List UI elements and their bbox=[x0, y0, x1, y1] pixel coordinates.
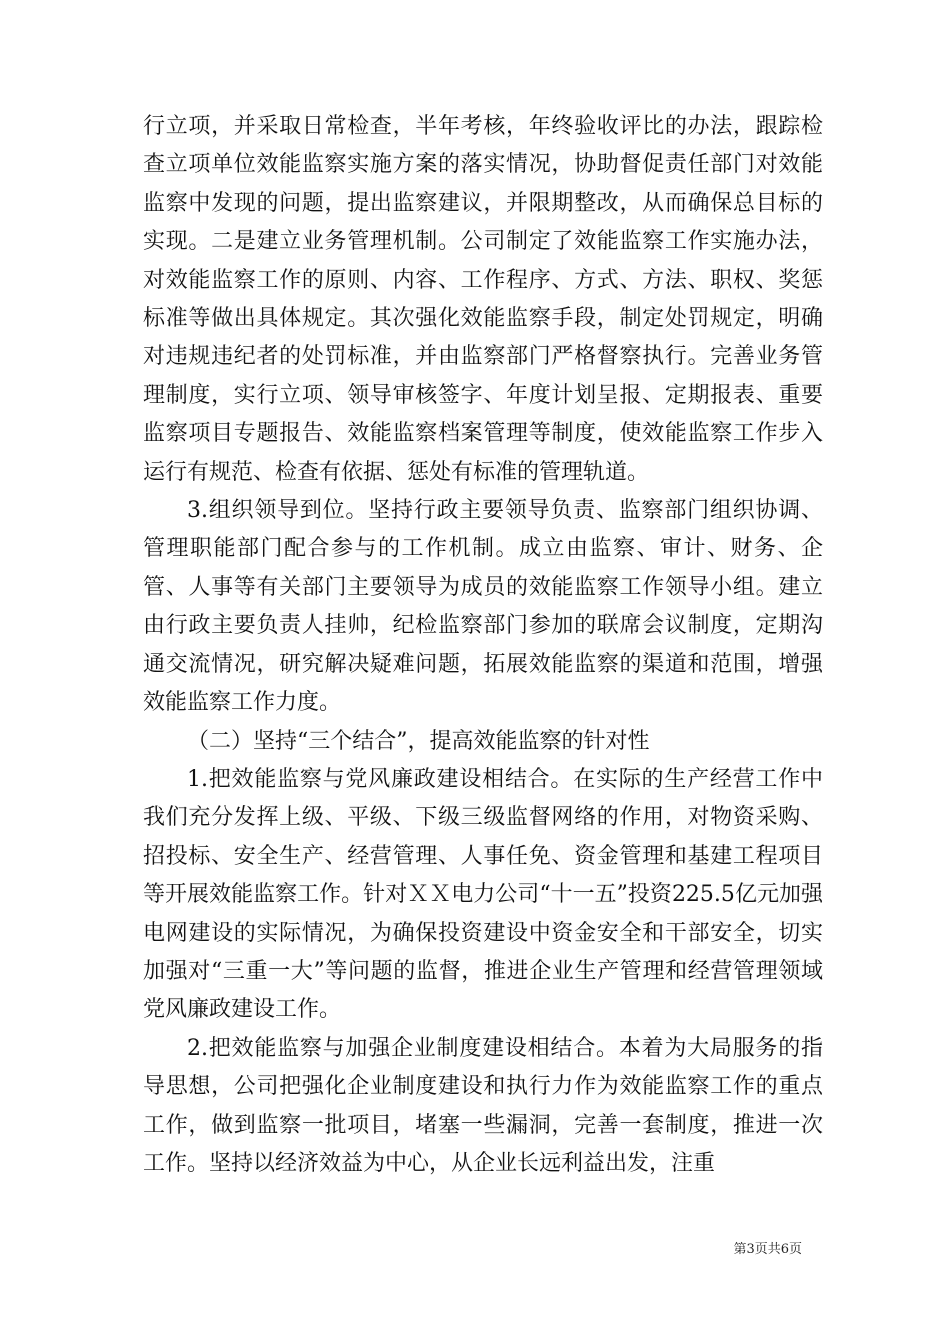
paragraph-continued: 行立项，并采取日常检查，半年考核，年终验收评比的办法，跟踪检查立项单位效能监察实施方案的落实情况，协助督促责任部门对效能监察中发现的问题，提出监察建议，并限期整改，从而确保总目标的实现。二是建立业务管理机制。公司制定了效能监察工作实施办法，对效能监察工作的原则、内容、工作程序、方式、方法、职权、奖惩标准等做出具体规定。其次强化效能监察手段，制定处罚规定，明确对违规违纪者的处罚标准，并由监察部门严格督察执行。完善业务管理制度，实行立项、领导审核签字、年度计划呈报、定期报表、重要监察项目专题报告、效能监察档案管理等制度，使效能监察工作步入运行有规范、检查有依据、惩处有标准的管理轨道。 bbox=[143, 114, 823, 485]
paragraph-section-3: 3.组织领导到位。坚持行政主要领导负责、监察部门组织协调、管理职能部门配合参与的工作机制。成立由监察、审计、财务、企管、人事等有关部门主要领导为成员的效能监察工作领导小组。建立由行政主要负责人挂帅，纪检监察部门参加的联席会议制度，定期沟通交流情况，研究解决疑难问题，拓展效能监察的渠道和范围，增强效能监察工作力度。 bbox=[143, 498, 823, 716]
paragraph-item-2: 2.把效能监察与加强企业制度建设相结合。本着为大局服务的指导思想，公司把强化企业制度建设和执行力作为效能监察工作的重点工作，做到监察一批项目，堵塞一些漏洞，完善一套制度，推进一次工作。坚持以经济效益为中心，从企业长远利益出发，注重 bbox=[143, 1035, 823, 1176]
section-heading: （二）坚持“三个结合”，提高效能监察的针对性 bbox=[187, 728, 650, 754]
body-text bbox=[143, 108, 823, 1183]
paragraph-item-1: 1.把效能监察与党风廉政建设相结合。在实际的生产经营工作中我们充分发挥上级、平级、下级三级监督网络的作用，对物资采购、招投标、安全生产、经营管理、人事任免、资金管理和基建工程项目等开展效能监察工作。针对ＸＸ电力公司“十一五”投资225.5亿元加强电网建设的实际情况，为确保投资建设中资金安全和干部安全，切实加强对“三重一大”等问题的监督，推进企业生产管理和经营管理领域党风廉政建设工作。 bbox=[143, 766, 823, 1023]
page-number: 第3页共6页 bbox=[733, 1242, 802, 1257]
